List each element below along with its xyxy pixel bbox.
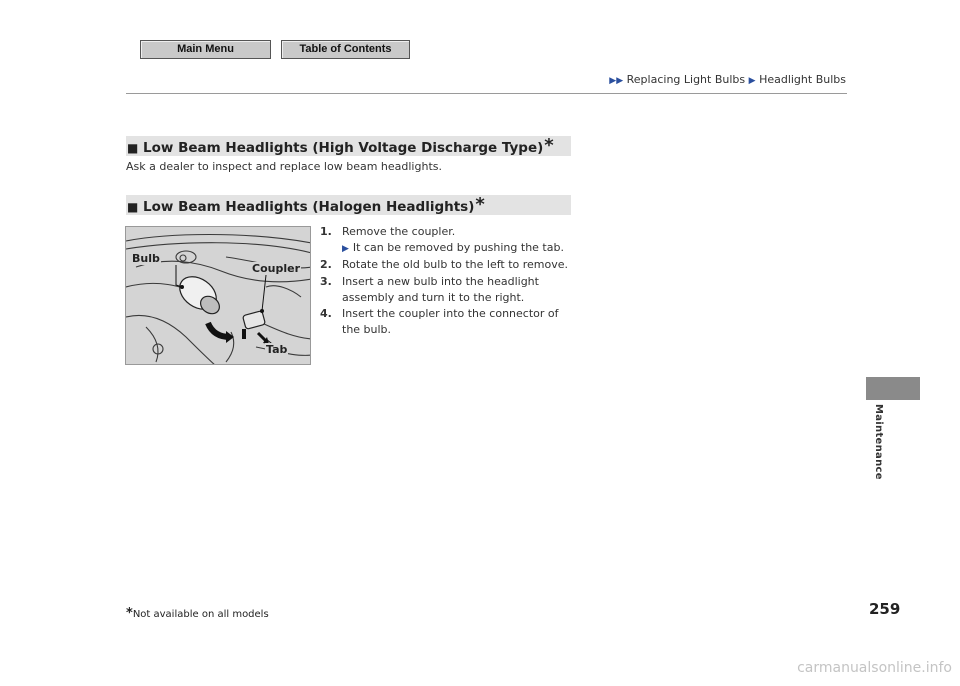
breadcrumb [609,73,846,86]
hid-instruction-text: Ask a dealer to inspect and replace low beam headlights. [126,160,442,173]
footnote-star: * [126,606,133,621]
headlight-bulb-illustration [125,226,311,365]
coupler-label: Coupler [252,262,300,275]
step-number: 1. [320,225,332,238]
section-square-icon: ■ [127,141,139,155]
page-number: 259 [869,600,901,618]
list-item [320,240,580,257]
list-item [320,274,580,306]
breadcrumb-level1[interactable]: Replacing Light Bulbs [626,73,746,86]
breadcrumb-level2: Headlight Bulbs [759,73,846,86]
header-divider [126,93,847,94]
step-text: Remove the coupler. [342,225,456,238]
section-title: Low Beam Headlights (High Voltage Discharge Type) [143,140,544,156]
bulb-callout-dot [180,285,184,289]
step-number: 4. [320,307,332,321]
step-text: Insert the coupler into the connector of the bulb. [342,307,559,337]
procedure-steps [320,224,580,338]
step-text: Rotate the old bulb to the left to remove. [342,258,569,272]
section-heading-hid [126,136,571,156]
section-title: Low Beam Headlights (Halogen Headlights) [143,199,475,215]
step-number: 2. [320,258,332,272]
tab-label: Tab [266,343,288,356]
section-heading-halogen [126,195,571,215]
arrow-icon: ▶ [342,244,349,255]
chapter-label: Maintenance [873,404,884,480]
chapter-side-tab[interactable] [866,377,920,400]
watermark: carmanualsonline.info [797,660,952,676]
footnote [126,606,269,621]
bulb-label: Bulb [132,252,160,265]
table-of-contents-button[interactable]: Table of Contents [281,40,410,59]
step-number: 3. [320,274,332,288]
step-text: Insert a new bulb into the headlight assembly and turn it to the right. [342,274,539,304]
list-item [320,257,580,273]
breadcrumb-arrow-icon: ▶ [748,76,756,86]
step-subtext: It can be removed by pushing the tab. [352,241,564,255]
main-menu-button[interactable]: Main Menu [140,40,271,59]
footnote-text: Not available on all models [132,609,269,620]
list-item [320,224,580,240]
footnote-star-link[interactable]: * [475,194,485,215]
coupler-callout-dot [260,309,264,313]
section-square-icon: ■ [127,200,139,214]
breadcrumb-arrow-icon: ▶▶ [609,76,624,86]
list-item [320,306,580,338]
footnote-star-link[interactable]: * [544,135,554,156]
